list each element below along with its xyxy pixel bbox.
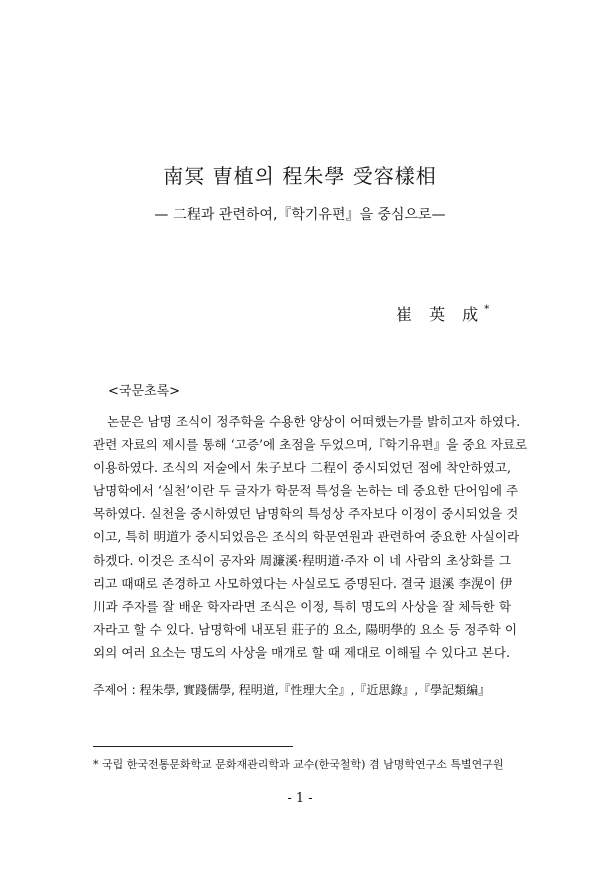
abstract-line: 논문은 남명 조식이 정주학을 수용한 양상이 어떠했는가를 밝히고자 하였다. bbox=[107, 414, 521, 429]
paper-title: 南冥 曺植의 程朱學 受容樣相 bbox=[163, 164, 437, 188]
keywords: 주제어 : 程朱學, 實踐儒學, 程明道,『性理大全』,『近思錄』,『學記類編』 bbox=[93, 683, 491, 697]
abstract-label: <국문초록> bbox=[108, 384, 181, 399]
abstract-line: 관련 자료의 제시를 통해 ‘고증’에 초점을 두었으며,『학기유편』을 중요 자료로 bbox=[93, 437, 528, 453]
paper-subtitle: — 二程과 관련하여,『학기유편』을 중심으로— bbox=[154, 207, 446, 223]
abstract-line: 남명학에서 ‘실천’이란 두 글자가 학문적 특성을 논하는 데 중요한 단어임에 주 bbox=[93, 483, 519, 499]
abstract-line: 川과 주자를 잘 배운 학자라면 조식은 이정, 특히 명도의 사상을 잘 체득한 학 bbox=[93, 598, 511, 614]
abstract-line: 외의 여러 요소는 명도의 사상을 매개로 할 때 제대로 이해될 수 있다고 본다. bbox=[93, 644, 511, 660]
abstract-line: 자라고 할 수 있다. 남명학에 내포된 莊子的 요소, 陽明學的 요소 등 정주학 이 bbox=[93, 621, 518, 637]
abstract-line: 이용하였다. 조식의 저술에서 朱子보다 二程이 중시되었던 점에 착안하였고, bbox=[93, 460, 511, 476]
abstract-line: 리고 때때로 존경하고 사모하였다는 사실로도 증명된다. 결국 退溪 李滉이 伊 bbox=[93, 575, 513, 591]
abstract-line: 하겠다. 이것은 조식이 공자와 周濂溪·程明道·주자 이 네 사람의 초상화를 그 bbox=[93, 552, 511, 568]
author bbox=[396, 302, 489, 325]
footnote-divider bbox=[93, 746, 293, 747]
footnote: * 국립 한국전통문화학교 문화재관리학과 교수(한국철학) 겸 남명학연구소 특별연구원 bbox=[93, 758, 504, 771]
author-name: 崔 英 成 bbox=[396, 305, 485, 324]
abstract-line: 목하였다. 실천을 중시하였던 남명학의 특성상 주자보다 이정이 중시되었을 것 bbox=[93, 506, 519, 522]
abstract-line: 이고, 특히 明道가 중시되었음은 조식의 학문연원과 관련하여 중요한 사실이라 bbox=[93, 529, 520, 545]
abstract-body bbox=[93, 410, 528, 664]
author-footnote-mark: * bbox=[484, 304, 490, 315]
page-number: - 1 - bbox=[287, 791, 313, 806]
